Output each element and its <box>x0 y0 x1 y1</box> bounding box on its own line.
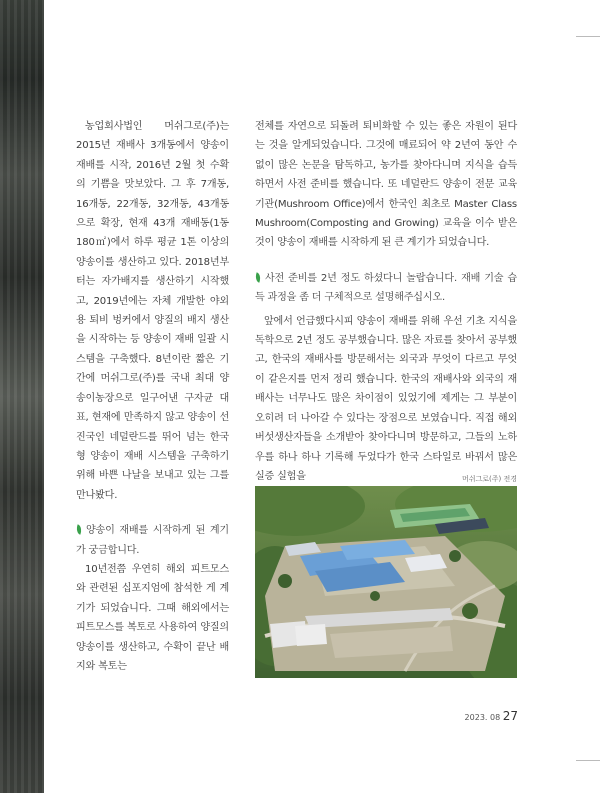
left-column <box>76 117 229 676</box>
page-footer <box>430 709 518 723</box>
right-column <box>255 117 517 486</box>
leaf-bullet-icon <box>254 272 263 283</box>
leaf-bullet-icon <box>75 524 84 535</box>
answer-paragraph: 10년전쯤 우연히 해외 피트모스와 관련된 십포지엄에 참석한 게 계기가 되었습니다. 그때 해외에서는 피트모스를 복토로 사용하여 양질의 양송이를 생산하고, 수확이 끝난 배지와 복토는 <box>76 563 229 672</box>
question-heading: 사전 준비를 2년 정도 하셨다니 놀랍습니다. 재배 기술 습득 과정을 좀 더 구체적으로 설명해주십시오. <box>255 272 517 304</box>
crop-mark <box>576 36 600 37</box>
intro-paragraph: 농업회사법인 머쉬그로(주)는 2015년 재배사 3개동에서 양송이 재배를 시작, 2016년 2월 첫 수확의 기쁨을 맛보았다. 그 후 7개동, 16개동, 22개동, 32개동, 43개동으로 확장, 현재 43개 재배동(1동 180㎡)에서 하루 평균 1톤 이상의 양송이를 생산하고 있다. 2018년부터는 자가배지를 생산하기 시작했고, 2019년에는 자체 개발한 야외용 퇴비 벙커에서 양질의 배지 생산을 시작하는 등 양송이 재배 일괄 시스템을 구축했다. 8년이란 짧은 기간에 머쉬그로(주)를 국내 최대 양송이농장으로 일구어낸 구자균 대표, 현재에 만족하지 않고 양송이 선진국인 네덜란드를 뛰어 넘는 한국형 양송이 재배 시스템을 구축하기 위해 바쁜 나날을 보내고 있는 그를 만나봤다. <box>76 121 229 501</box>
answer-paragraph: 앞에서 언급했다시피 양송이 재배를 위해 우선 기초 지식을 독학으로 2년 정도 공부했습니다. 많은 자료를 찾아서 공부했고, 한국의 재배사를 방문해서는 외국과 무엇이 다르고 무엇이 같은지를 먼저 정리 했습니다. 한국의 재배사와 외국의 재배사는 너무나도 많은 차이점이 있었기에 제게는 그 부분이 오히려 더 나아갈 수 있다는 장점으로 보였습니다. 직접 해외 버섯생산자들을 소개받아 찾아다니며 방문하고, 그들의 노하우를 하나 하나 기록해 두었다가 한국 스타일로 바꿔서 많은 실증 실험을 <box>255 315 517 482</box>
page-number: 27 <box>502 709 518 723</box>
answer-paragraph-continued: 전체를 자연으로 되돌려 퇴비화할 수 있는 좋은 자원이 된다는 것을 알게되었습니다. 그것에 매료되어 약 2년여 동안 수없이 많은 논문을 탐독하고, 농가를 찾아다니며 지식을 습득하면서 사전 준비를 했습니다. 또 네덜란드 양송이 전문 교육기관(Mushroom Office)에서 한국인 최초로 Master Class Mushroom(Composting and Growing) 교육을 이수 받은 것이 양송이 재배를 시작하게 된 큰 계기가 되었습니다. <box>255 121 517 249</box>
crop-mark <box>576 760 600 761</box>
decorative-side-strip <box>0 0 44 793</box>
farm-aerial-photo <box>255 486 517 678</box>
issue-date: 2023. 08 <box>464 713 501 722</box>
photo-caption: 머쉬그로(주) 전경 <box>461 475 517 483</box>
question-heading: 양송이 재배를 시작하게 된 계기가 궁금합니다. <box>76 525 229 556</box>
